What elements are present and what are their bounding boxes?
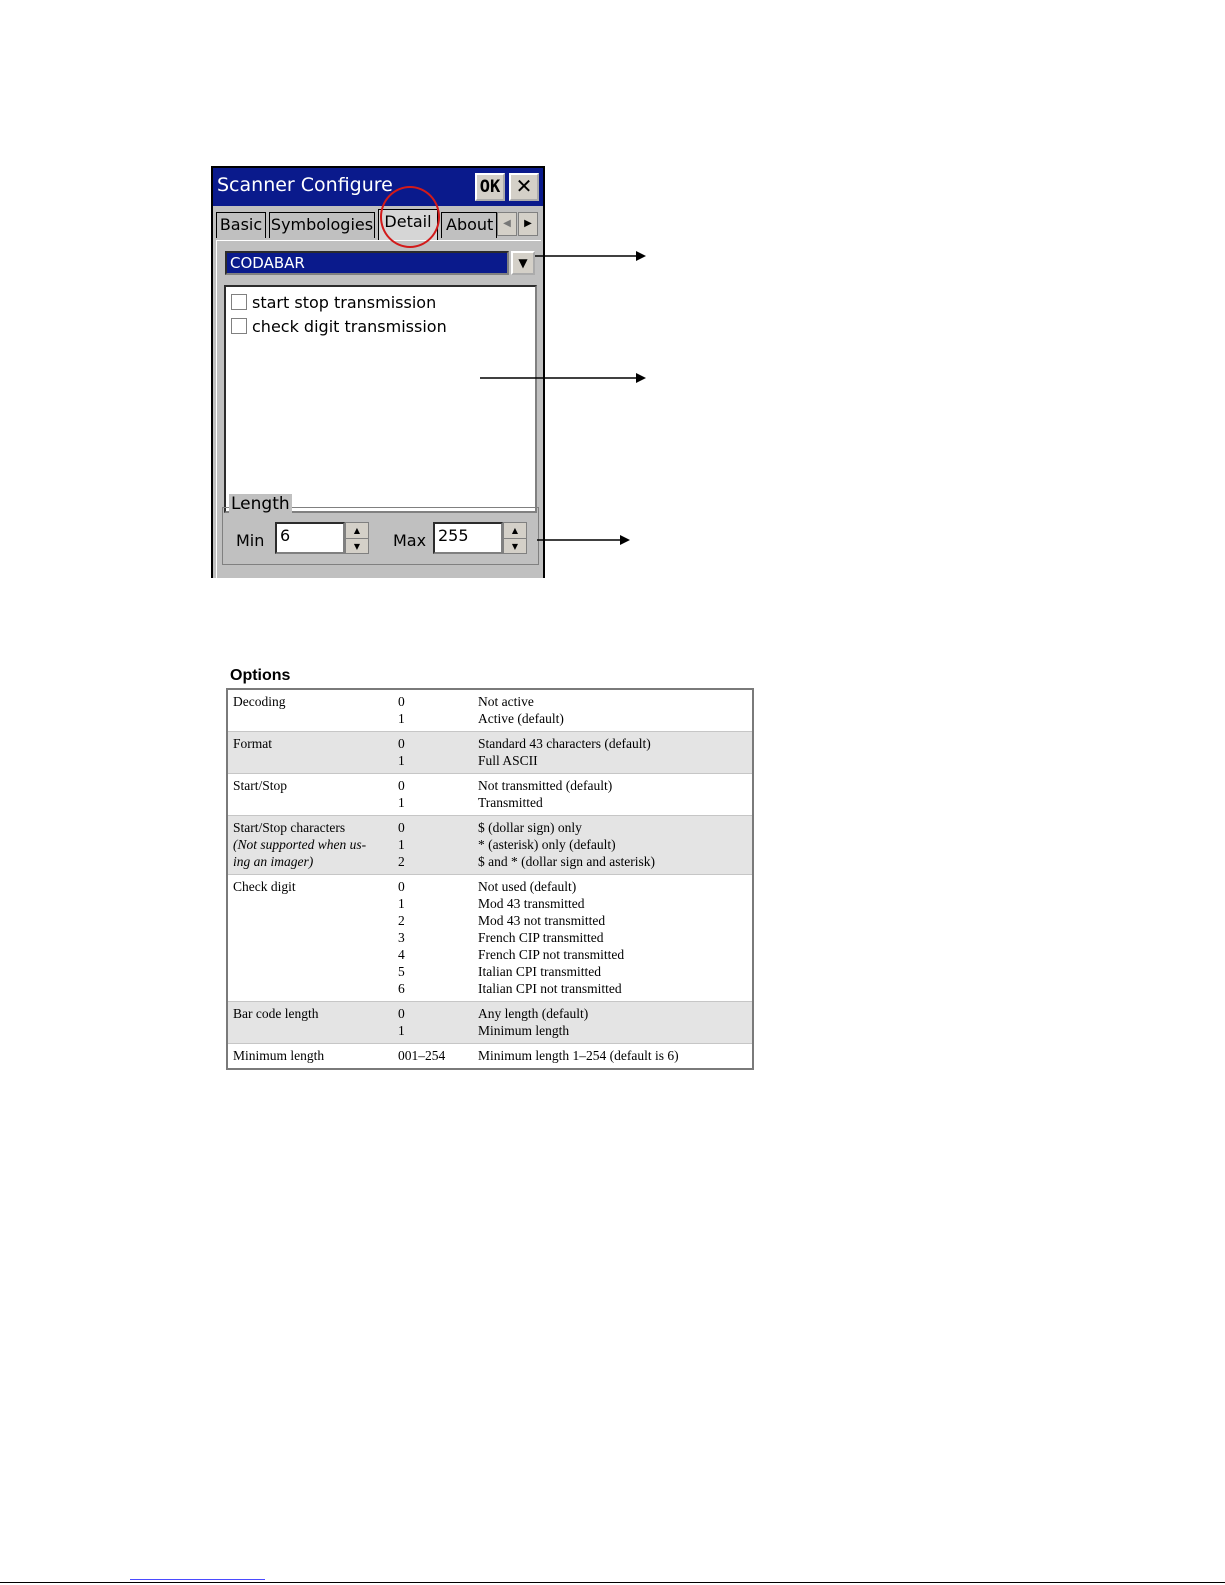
arrow-head-icon [636,251,646,261]
table-row [228,773,752,815]
option-value: $ (dollar sign) only [478,820,582,835]
option-code: 001–254 [398,1048,446,1063]
option-code: 1 [398,795,405,810]
ok-button[interactable]: OK [475,173,505,201]
option-code-cell [398,693,478,727]
dropdown-arrow-icon[interactable]: ▼ [511,251,535,275]
option-value: Minimum length 1–254 (default is 6) [478,1048,679,1063]
option-name-cell [228,735,398,769]
option-code-cell [398,878,478,997]
option-name: Minimum length [233,1048,325,1063]
option-code: 6 [398,981,405,996]
option-name: Bar code length [233,1006,319,1021]
tab-scroll-right-icon[interactable]: ▶ [518,212,538,236]
options-table [226,688,754,1070]
arrow-head-icon [636,373,646,383]
option-code: 1 [398,711,405,726]
min-label: Min [236,531,265,550]
option-code: 0 [398,736,405,751]
table-row [228,731,752,773]
highlight-circle [380,186,440,248]
option-code: 4 [398,947,405,962]
tab-about[interactable]: About [441,212,497,238]
option-name: Decoding [233,694,286,709]
option-code: 5 [398,964,405,979]
option-value: Not active [478,694,534,709]
option-code-cell [398,777,478,811]
tab-scroll-left-icon[interactable]: ◀ [497,212,517,236]
option-value: Full ASCII [478,753,538,768]
table-row [228,1043,752,1068]
option-value: Not used (default) [478,879,577,894]
tab-symbologies[interactable]: Symbologies [269,212,375,238]
footnote-link-underline [130,1579,265,1580]
max-length-input[interactable]: 255 [433,522,503,554]
option-name: Format [233,736,272,751]
close-button[interactable]: ✕ [509,173,539,201]
option-value: Active (default) [478,711,564,726]
option-code: 3 [398,930,405,945]
option-code: 1 [398,753,405,768]
option-code: 1 [398,837,405,852]
option-code-cell [398,1047,478,1064]
option-name-cell [228,1005,398,1039]
option-value: French CIP transmitted [478,930,604,945]
spin-up-icon[interactable]: ▲ [346,523,368,539]
option-value-cell [478,1047,752,1064]
option-value: Minimum length [478,1023,570,1038]
option-value-cell [478,878,752,997]
option-value-cell [478,819,752,870]
tab-detail[interactable]: Detail [378,209,438,240]
symbology-dropdown[interactable]: CODABAR [225,251,509,275]
spin-down-icon[interactable]: ▼ [511,542,519,551]
option-value-cell [478,1005,752,1039]
option-note: ing an imager) [233,854,314,869]
option-value-cell [478,693,752,727]
option-code: 0 [398,1006,405,1021]
table-row [228,1001,752,1043]
option-code: 2 [398,854,405,869]
option-name-cell [228,777,398,811]
option-name-cell [228,819,398,870]
option-value: Standard 43 characters (default) [478,736,651,751]
option-code: 0 [398,879,405,894]
option-name: Start/Stop [233,778,288,793]
option-value: Italian CPI not transmitted [478,981,622,996]
option-code-cell [398,735,478,769]
max-label: Max [393,531,427,550]
option-value-cell [478,777,752,811]
option-value: French CIP not transmitted [478,947,625,962]
option-code: 0 [398,778,405,793]
option-value: $ and * (dollar sign and asterisk) [478,854,655,869]
callout-arrows [0,0,1225,700]
option-code: 1 [398,896,405,911]
option-code-cell [398,1005,478,1039]
option-value: Not transmitted (default) [478,778,613,793]
length-legend: Length [231,494,290,514]
option-value: Transmitted [478,795,543,810]
option-code: 2 [398,913,405,928]
arrow-head-icon [620,535,630,545]
option-label: start stop transmission [252,292,437,312]
table-row [228,815,752,874]
option-value: Mod 43 not transmitted [478,913,606,928]
table-row [228,874,752,1001]
table-row [228,690,752,731]
option-label: check digit transmission [252,316,447,336]
spin-up-icon[interactable]: ▲ [504,523,526,539]
option-value: Mod 43 transmitted [478,896,585,911]
window-title: Scanner Configure [217,174,393,196]
option-value: Italian CPI transmitted [478,964,601,979]
tab-basic[interactable]: Basic [216,212,266,238]
option-code: 0 [398,694,405,709]
option-code-cell [398,819,478,870]
options-heading: Options [230,667,291,684]
page-footer-rule [0,1582,1225,1583]
option-value: Any length (default) [478,1006,589,1021]
option-name: Check digit [233,879,296,894]
option-note: (Not supported when us- [233,837,367,852]
option-name-cell [228,1047,398,1064]
option-code: 0 [398,820,405,835]
option-name-cell [228,878,398,997]
option-code: 1 [398,1023,405,1038]
min-length-input[interactable]: 6 [275,522,345,554]
option-value-cell [478,735,752,769]
spin-down-icon[interactable]: ▼ [353,542,361,551]
option-name-cell [228,693,398,727]
option-name: Start/Stop characters [233,820,346,835]
option-value: * (asterisk) only (default) [478,837,616,852]
